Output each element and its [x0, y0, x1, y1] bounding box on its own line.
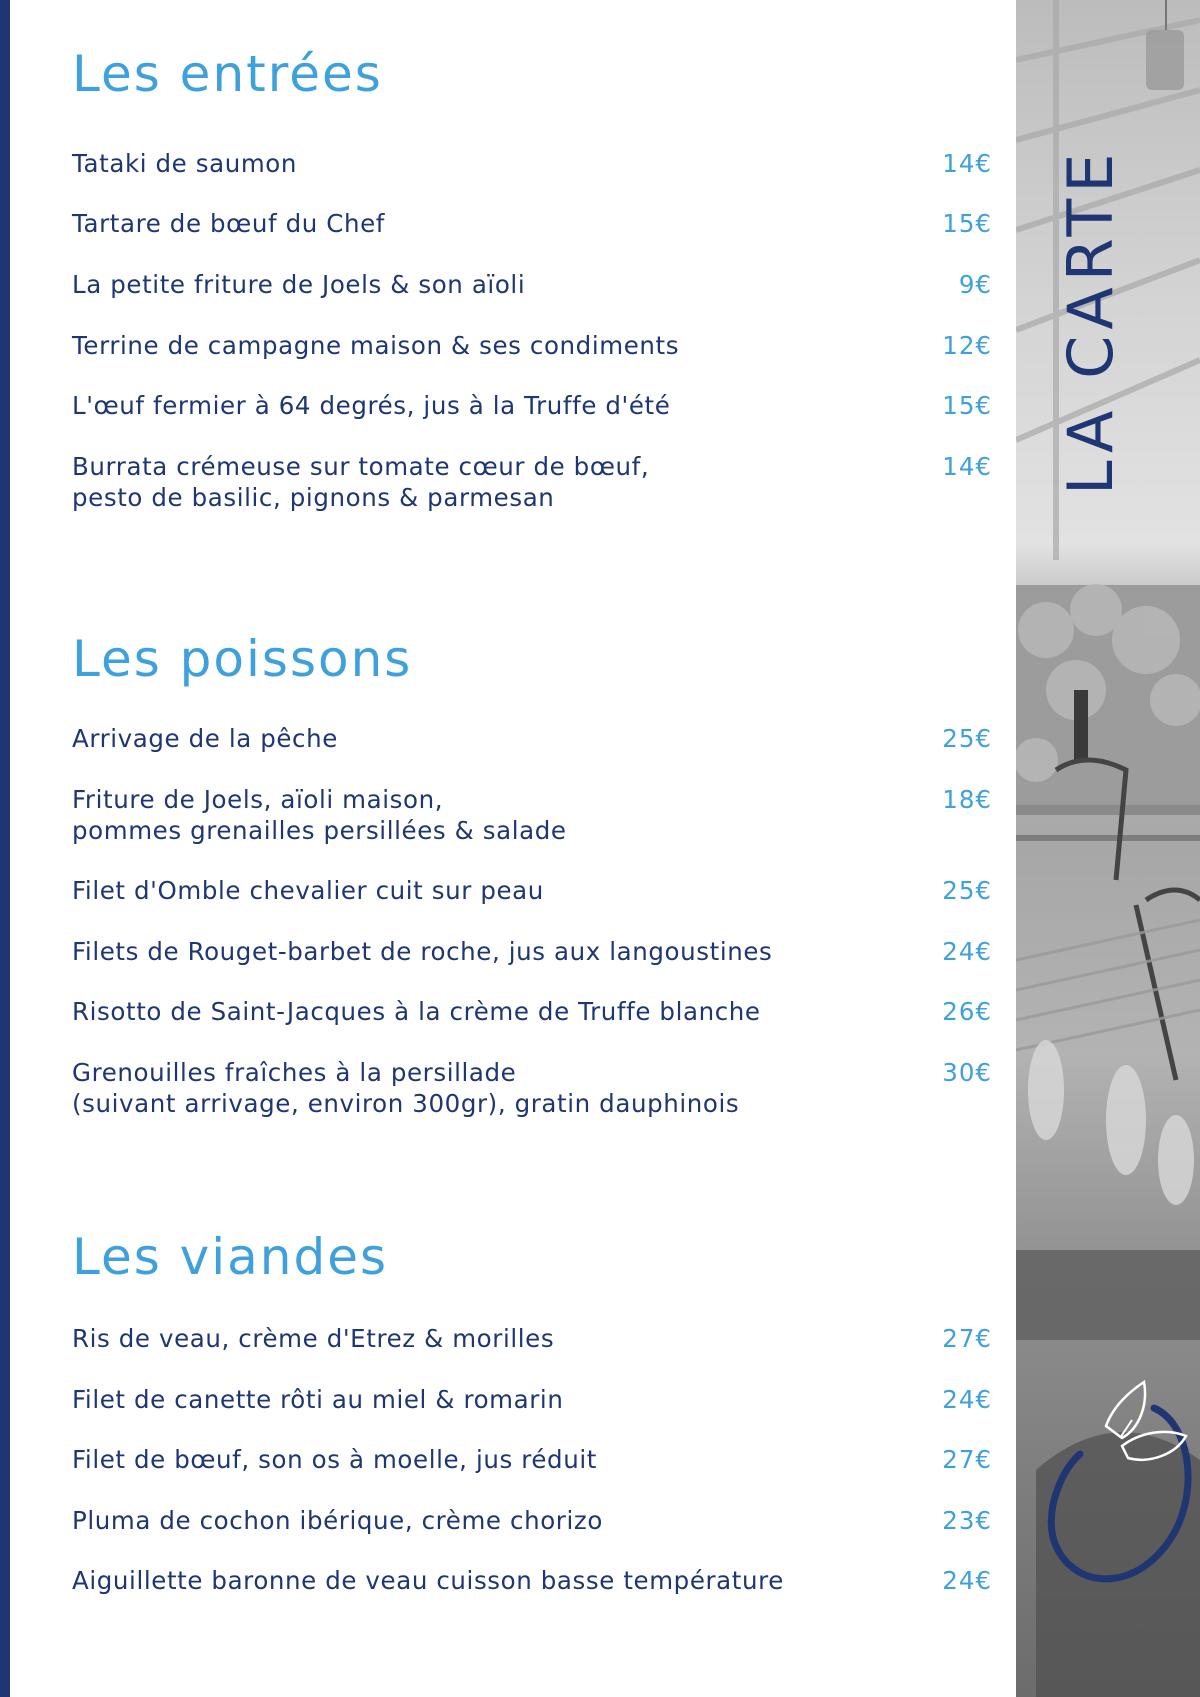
- item-name: Burrata crémeuse sur tomate cœur de bœuf, pesto de basilic, pignons & parmesan: [72, 452, 650, 512]
- item-name: Friture de Joels, aïoli maison, pommes grenailles persillées & salade: [72, 785, 567, 845]
- item-price: 24€: [942, 1385, 992, 1414]
- item-price: 15€: [942, 209, 992, 238]
- item-price: 15€: [942, 391, 992, 420]
- section-title-viandes: Les viandes: [72, 1228, 389, 1286]
- left-accent-bar: [0, 0, 10, 1697]
- item-name: Filets de Rouget-barbet de roche, jus aux langoustines: [72, 937, 773, 966]
- menu-item: [72, 1565, 992, 1635]
- item-price: 27€: [942, 1324, 992, 1353]
- item-name: Ris de veau, crème d'Etrez & morilles: [72, 1324, 555, 1353]
- menu-list: [72, 0, 992, 1697]
- item-name: La petite friture de Joels & son aïoli: [72, 270, 526, 299]
- menu-item: [72, 1057, 992, 1127]
- item-name: Filet de bœuf, son os à moelle, jus réduit: [72, 1445, 597, 1474]
- item-price: 24€: [942, 1566, 992, 1595]
- item-name: Pluma de cochon ibérique, crème chorizo: [72, 1506, 603, 1535]
- item-name: Filet de canette rôti au miel & romarin: [72, 1385, 564, 1414]
- item-name: Tartare de bœuf du Chef: [72, 209, 385, 238]
- item-name: Arrivage de la pêche: [72, 724, 338, 753]
- menu-item: [72, 451, 992, 521]
- menu-item: [72, 269, 992, 339]
- item-name: Tataki de saumon: [72, 149, 298, 178]
- item-price: 14€: [942, 149, 992, 178]
- menu-item: [72, 875, 992, 945]
- section-title-entrees: Les entrées: [72, 45, 383, 103]
- item-name: Filet d'Omble chevalier cuit sur peau: [72, 876, 544, 905]
- item-name: L'œuf fermier à 64 degrés, jus à la Truffe d'été: [72, 391, 671, 420]
- item-name: Aiguillette baronne de veau cuisson basse température: [72, 1566, 784, 1595]
- item-price: 18€: [942, 785, 992, 814]
- section-title-poissons: Les poissons: [72, 630, 413, 688]
- item-name: Risotto de Saint-Jacques à la crème de Truffe blanche: [72, 997, 761, 1026]
- menu-item: [72, 1444, 992, 1514]
- item-price: 9€: [958, 270, 992, 299]
- item-price: 12€: [942, 331, 992, 360]
- item-name: Terrine de campagne maison & ses condiments: [72, 331, 680, 360]
- item-price: 30€: [942, 1058, 992, 1087]
- item-price: 25€: [942, 724, 992, 753]
- menu-item: [72, 208, 992, 278]
- item-name: Grenouilles fraîches à la persillade (suivant arrivage, environ 300gr), gratin dauphinois: [72, 1058, 740, 1118]
- item-price: 23€: [942, 1506, 992, 1535]
- menu-item: [72, 723, 992, 793]
- side-title: LA CARTE: [1054, 147, 1127, 495]
- menu-item: [72, 784, 992, 854]
- restaurant-logo: [1036, 1380, 1200, 1612]
- menu-item: [72, 1323, 992, 1393]
- item-price: 25€: [942, 876, 992, 905]
- menu-item: [72, 996, 992, 1066]
- menu-item: [72, 390, 992, 460]
- item-price: 27€: [942, 1445, 992, 1474]
- item-price: 26€: [942, 997, 992, 1026]
- item-price: 14€: [942, 452, 992, 481]
- item-price: 24€: [942, 937, 992, 966]
